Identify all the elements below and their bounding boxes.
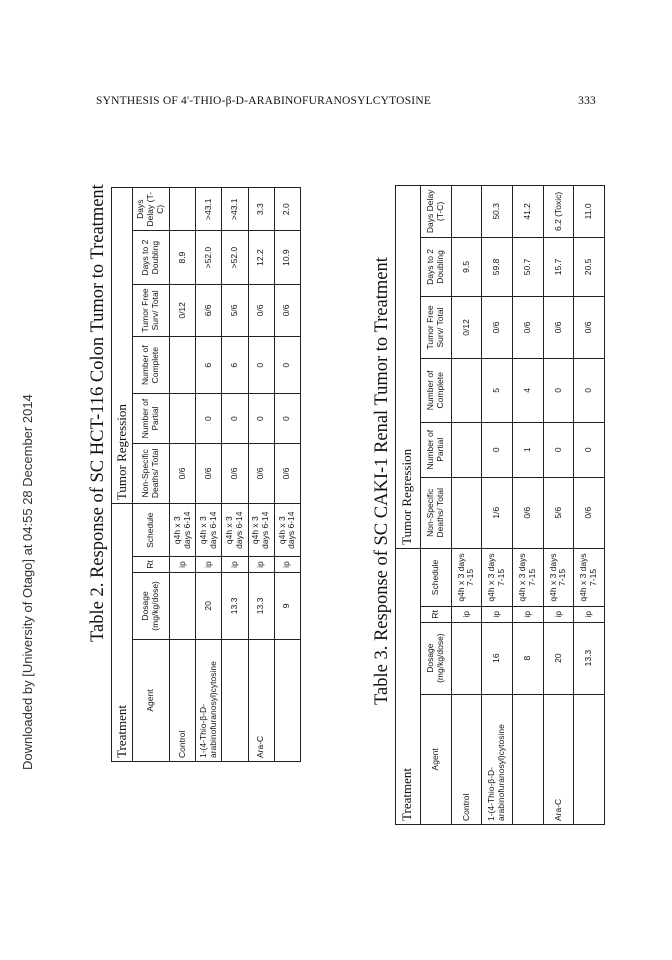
table-cell: 16 [482,622,513,694]
table2-block [88,184,301,762]
table-cell: ip [451,607,482,623]
table-cell: 0 [274,394,300,443]
table-cell: 20 [196,572,222,639]
agent-cell [274,640,300,762]
table-cell: 0/6 [248,284,274,336]
table-cell: q4h x 3 days 6-14 [274,504,300,557]
table-cell: q4h x 3 days 6-14 [248,504,274,557]
agent-cell: Ara-C [543,694,574,824]
table-cell [451,358,482,422]
column-header: Rt [420,607,451,623]
table2-title: Table 2. Response of SC HCT-116 Colon Tumor to Treatment [88,184,108,642]
download-watermark: Downloaded by [University of Otago] at 04:55 28 December 2014 [20,394,35,770]
page-number: 333 [578,95,596,107]
table-cell: ip [196,557,222,573]
table-cell: ip [222,557,248,573]
table-row [451,186,482,825]
table-cell: 0/12 [451,297,482,359]
table-cell: 3.3 [248,188,274,231]
table-cell: 0 [482,422,513,477]
table-cell: q4h x 3 days 6-14 [169,504,195,557]
table-cell: ip [169,557,195,573]
table-cell: 13.3 [222,572,248,639]
table-row [482,186,513,825]
table-cell: 0 [222,394,248,443]
table-row [512,186,543,825]
table-cell: 20.5 [574,237,605,296]
table-cell: 13.3 [248,572,274,639]
table-row [196,188,222,762]
table-cell: 13.3 [574,622,605,694]
column-header: Agent [420,694,451,824]
table-cell: ip [482,607,513,623]
table-cell: >52.0 [222,231,248,284]
table-cell: 2.0 [274,188,300,231]
agent-cell [222,640,248,762]
table-cell: 0 [248,336,274,393]
table-cell: 0/6 [512,477,543,548]
column-header: Number of Partial [133,394,170,443]
column-header: Tumor Free Surv/ Total [133,284,170,336]
column-header: Schedule [420,548,451,606]
table-cell: 0 [574,422,605,477]
table-cell: 0 [574,358,605,422]
table-row [574,186,605,825]
table-cell: >43.1 [196,188,222,231]
table-cell: 50.3 [482,186,513,238]
table-cell: 0/6 [248,443,274,503]
agent-cell [512,694,543,824]
table-cell: 6/6 [196,284,222,336]
table-cell: 15.7 [543,237,574,296]
column-header: Dosage (mg/kg/dose) [420,622,451,694]
table-cell: q4h x 3 days 7-15 [574,548,605,606]
table-cell: >43.1 [222,188,248,231]
column-header: Number of Complete [133,336,170,393]
table-cell: 12.2 [248,231,274,284]
table-row [543,186,574,825]
column-header: Tumor Free Surv/ Total [420,297,451,359]
column-header: Dosage (mg/kg/dose) [133,572,170,639]
column-header: Rt [133,557,170,573]
table-cell: 0 [274,336,300,393]
table-row [222,188,248,762]
column-header: Days to 2 Doubling [133,231,170,284]
table-cell [451,622,482,694]
table-cell [169,336,195,393]
table-cell: ip [574,607,605,623]
treatment-group-header: Treatment [396,548,421,824]
table-row [274,188,300,762]
table-row [248,188,274,762]
table-cell: 0 [543,358,574,422]
table-cell: 0/6 [512,297,543,359]
table-cell: 0/6 [482,297,513,359]
table-cell: 10.9 [274,231,300,284]
column-header: Schedule [133,504,170,557]
table-cell [169,394,195,443]
agent-cell: Control [169,640,195,762]
table-cell: 5/6 [222,284,248,336]
table-cell: 0/6 [274,284,300,336]
table-cell: q4h x 3 days 7-15 [512,548,543,606]
table-cell: 5/6 [543,477,574,548]
column-header: Days Delay (T-C) [133,188,170,231]
table2 [111,187,301,762]
table-cell: q4h x 3 days 6-14 [222,504,248,557]
agent-cell: Control [451,694,482,824]
table-cell: 8.9 [169,231,195,284]
table-cell: 41.2 [512,186,543,238]
table-cell: q4h x 3 days 7-15 [543,548,574,606]
table-cell [451,186,482,238]
running-header [96,95,596,107]
table3-block [372,185,605,825]
column-header: Days to 2 Doubling [420,237,451,296]
table-cell: 0/12 [169,284,195,336]
table-cell: ip [512,607,543,623]
table-row [169,188,195,762]
column-header: Number of Complete [420,358,451,422]
table3 [395,185,605,825]
table-cell: 59.8 [482,237,513,296]
table-cell: 0 [248,394,274,443]
table-cell: 6 [222,336,248,393]
table-cell: 1/6 [482,477,513,548]
table-cell: 50.7 [512,237,543,296]
column-header: Number of Partial [420,422,451,477]
table-cell: 0/6 [196,443,222,503]
table-cell: ip [248,557,274,573]
table-cell: 4 [512,358,543,422]
table3-title: Table 3. Response of SC CAKI-1 Renal Tumor to Treatment [372,257,392,705]
column-header: Agent [133,640,170,762]
column-header: Days Delay (T-C) [420,186,451,238]
table-cell: 9 [274,572,300,639]
table-cell: 6.2 (Toxic) [543,186,574,238]
table-cell: q4h x 3 days 6-14 [196,504,222,557]
agent-cell: 1-(4-Thio-β-D-arabinofuranosyl)cytosine [196,640,222,762]
column-header: Non-Specific Deaths/ Total [133,443,170,503]
table-cell: 11.0 [574,186,605,238]
table-cell: 8 [512,622,543,694]
table-cell: 0/6 [222,443,248,503]
table-cell: 1 [512,422,543,477]
table-cell: q4h x 3 days 7-15 [482,548,513,606]
table-cell: 0/6 [574,297,605,359]
regression-group-header: Tumor Regression [112,188,133,504]
table-cell: 0 [196,394,222,443]
table-cell: 5 [482,358,513,422]
table-cell [451,422,482,477]
table-cell: 0 [543,422,574,477]
column-header: Non-Specific Deaths/ Total [420,477,451,548]
treatment-group-header: Treatment [112,504,133,762]
table-cell: 6 [196,336,222,393]
agent-cell: 1-(4-Thio-β-D-arabinofuranosyl)cytosine [482,694,513,824]
agent-cell: Ara-C [248,640,274,762]
table-cell: 0/6 [543,297,574,359]
table-cell: ip [543,607,574,623]
table-cell: 0/6 [274,443,300,503]
regression-group-header: Tumor Regression [396,186,421,549]
table-cell: >52.0 [196,231,222,284]
table-cell: q4h x 3 days 7-15 [451,548,482,606]
table-cell: 0/6 [574,477,605,548]
table-cell [169,572,195,639]
table-cell: 9.5 [451,237,482,296]
running-head: SYNTHESIS OF 4'-THIO-β-D-ARABINOFURANOSYLCYTOSINE [96,95,432,107]
table-cell [169,188,195,231]
table-cell [451,477,482,548]
table-cell: 20 [543,622,574,694]
table-cell: 0/6 [169,443,195,503]
agent-cell [574,694,605,824]
table-cell: ip [274,557,300,573]
